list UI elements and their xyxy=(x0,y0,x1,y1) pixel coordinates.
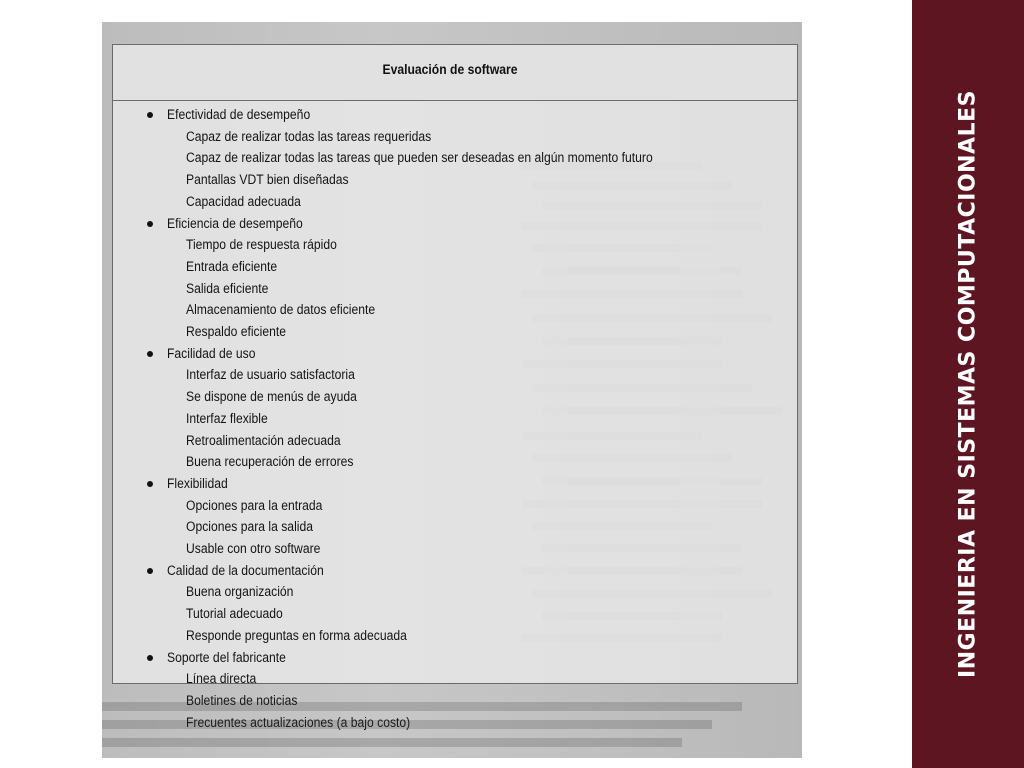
criterion-item: Capaz de realizar todas las tareas que pueden ser deseadas en algún momento futuro xyxy=(186,150,653,166)
evaluation-table xyxy=(112,44,798,730)
category-label: Calidad de la documentación xyxy=(167,562,324,578)
criterion-item: Se dispone de menús de ayuda xyxy=(186,389,357,405)
bullet-icon xyxy=(147,655,153,661)
bullet-icon xyxy=(147,112,153,118)
criterion-item: Línea directa xyxy=(186,671,257,687)
bullet-icon xyxy=(147,568,153,574)
category-label: Efectividad de desempeño xyxy=(167,107,311,122)
bullet-icon xyxy=(147,221,153,227)
criterion-item: Frecuentes actualizaciones (a bajo costo) xyxy=(186,714,411,730)
side-banner xyxy=(912,0,1024,768)
table-header xyxy=(113,45,797,101)
category-label: Soporte del fabricante xyxy=(167,649,286,665)
category-label: Eficiencia de desempeño xyxy=(167,215,303,231)
category-label: Flexibilidad xyxy=(167,475,228,491)
criterion-item: Usable con otro software xyxy=(186,541,321,556)
criterion-item: Retroalimentación adecuada xyxy=(186,432,341,448)
criterion-item: Responde preguntas en forma adecuada xyxy=(186,627,407,643)
criterion-item: Tiempo de respuesta rápido xyxy=(186,237,337,253)
bottom-bleed-text xyxy=(102,690,802,758)
criterion-item: Boletines de noticias xyxy=(186,692,298,708)
criterion-item: Salida eficiente xyxy=(186,280,269,296)
criterion-item: Capaz de realizar todas las tareas requeridas xyxy=(186,128,432,144)
criterion-item: Buena organización xyxy=(186,584,294,600)
side-banner-title: INGENIERIA EN SISTEMAS COMPUTACIONALES xyxy=(955,90,981,678)
criterion-item: Interfaz flexible xyxy=(186,410,268,426)
criterion-item: Opciones para la salida xyxy=(186,519,313,535)
bleed-line xyxy=(102,720,712,729)
criterion-item: Pantallas VDT bien diseñadas xyxy=(186,172,349,188)
criterion-item: Buena recuperación de errores xyxy=(186,454,354,470)
bleed-line xyxy=(102,738,682,747)
criterion-item: Almacenamiento de datos eficiente xyxy=(186,302,376,318)
criterion-item: Opciones para la entrada xyxy=(186,497,323,513)
bullet-icon xyxy=(147,351,153,357)
criterion-item: Interfaz de usuario satisfactoria xyxy=(186,367,355,383)
criterion-item: Respaldo eficiente xyxy=(186,324,286,339)
bullet-icon xyxy=(147,481,153,487)
category-label: Facilidad de uso xyxy=(167,345,256,361)
table-title: Evaluación de software xyxy=(382,62,518,77)
bleed-line xyxy=(102,702,742,711)
criterion-item: Tutorial adecuado xyxy=(186,606,283,622)
criterion-item: Entrada eficiente xyxy=(186,258,278,274)
criterion-item: Capacidad adecuada xyxy=(186,193,301,209)
scanned-page-image xyxy=(102,22,802,758)
